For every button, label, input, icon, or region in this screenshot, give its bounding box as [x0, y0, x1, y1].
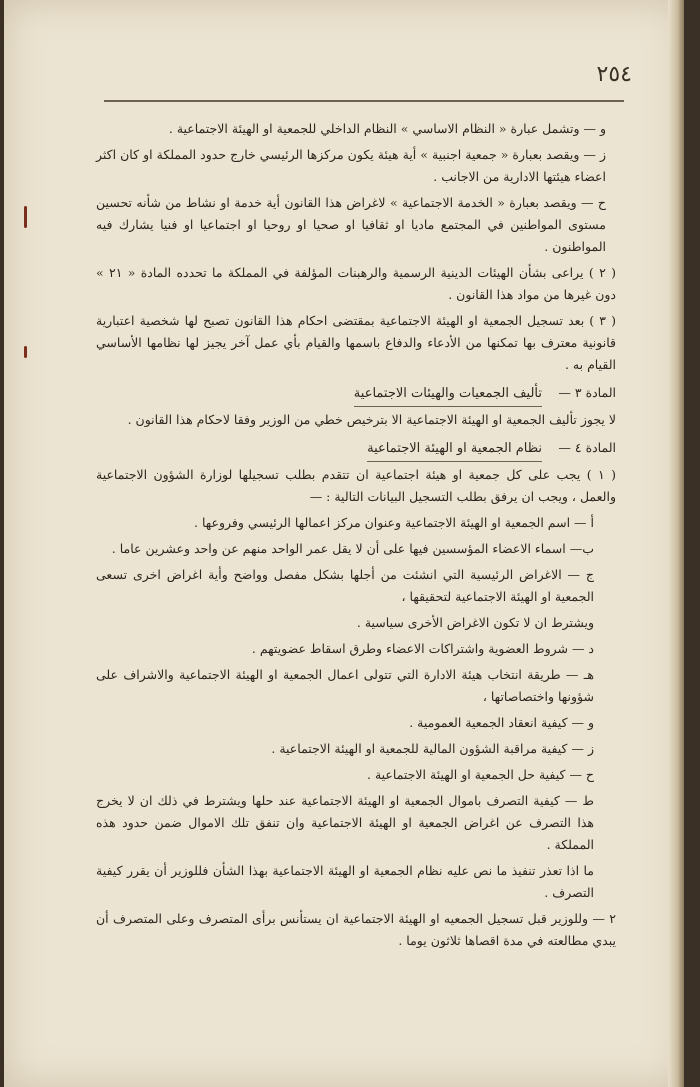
margin-mark-bottom — [24, 346, 27, 358]
clause-waw: و — وتشمل عبارة « النظام الاساسي » النظام الداخلي للجمعية او الهيئة الاجتماعية . — [168, 121, 606, 136]
margin-mark-top — [24, 206, 27, 228]
clause-ba: ب— اسماء الاعضاء المؤسسين فيها على أن لا يقل عمر الواحد منهم عن واحد وعشرين عاما . — [111, 541, 594, 556]
clause-zay2: ز — كيفية مراقبة الشؤون المالية للجمعية او الهيئة الاجتماعية . — [271, 741, 594, 756]
article-4-number: المادة ٤ — — [558, 440, 616, 455]
clause-zay: ز — ويقصد بعبارة « جمعية اجنبية » أية هيئة يكون مركزها الرئيسي خارج حدود المملكة او كان اكثر اعضاء هيئتها الادارية من الاجانب . — [96, 147, 606, 184]
clause-ha3: ح — كيفية حل الجمعية او الهيئة الاجتماعية . — [367, 767, 594, 782]
clause-waw2: و — كيفية انعقاد الجمعية العمومية . — [409, 715, 594, 730]
article-3-heading — [26, 382, 616, 407]
clause-ha: ح — ويقصد بعبارة « الخدمة الاجتماعية » لاغراض هذا القانون أية خدمة او نشاط من شأنه تحسين مستوى المواطنين في المجتمع ماديا او ثقافيا او صحيا او روحيا او اجتماعيا او فنيا يشارك فيه المواطنون . — [96, 195, 606, 254]
article-3-title: تأليف الجمعيات والهيئات الاجتماعية — [354, 383, 542, 407]
header-rule — [104, 100, 624, 102]
article-4-title: نظام الجمعية او الهيئة الاجتماعية — [367, 438, 542, 462]
document-body — [96, 118, 616, 956]
clause-jim-condition: ويشترط ان لا تكون الاغراض الأخرى سياسية . — [356, 615, 594, 630]
article-3-text: لا يجوز تأليف الجمعية او الهيئة الاجتماعية الا بترخيص خطي من الوزير وفقا لاحكام هذا القانون . — [127, 412, 616, 427]
page-edge — [668, 0, 684, 1087]
clause-dal: د — شروط العضوية واشتراكات الاعضاء وطرق اسقاط عضويتهم . — [251, 641, 594, 656]
clause-ta: ط — كيفية التصرف باموال الجمعية او الهيئة الاجتماعية عند حلها ويشترط في ذلك ان لا يخرج هذا التصرف عن اغراض الجمعية او الهيئة الاجتماعية وان تنفق تلك الاموال ضمن حدود هذه المملكة . — [96, 793, 594, 852]
section-3: ( ٣ ) بعد تسجيل الجمعية او الهيئة الاجتماعية بمقتضى احكام هذا القانون تصبح لها شخصية اعتبارية قانونية معترف بها تمكنها من الأدعاء والدفاع باسمها والقيام بأي عمل آخر يجيز لها نظامها الأساسي القيام به . — [96, 313, 616, 372]
article-4-heading — [26, 437, 616, 462]
clause-jim: ج — الاغراض الرئيسية التي انشئت من أجلها بشكل مفصل وواضح وأية اغراض اخرى تسعى الجمعية او الهيئة الاجتماعية لتحقيقها ، — [96, 567, 594, 604]
section-2: ( ٢ ) يراعى بشأن الهيئات الدينية الرسمية والرهبنات المؤلفة في المملكة ما تحدده المادة « ٢١ » دون غيرها من مواد هذا القانون . — [96, 265, 617, 302]
article-4-section-2: ٢ — وللوزير قبل تسجيل الجمعيه او الهيئة الاجتماعية ان يستأنس برأى المتصرف وعلى المتصرف أن يبدي مطالعته في مدة اقصاها ثلاثون يوما . — [96, 911, 616, 948]
clause-alif: أ — اسم الجمعية او الهيئة الاجتماعية وعنوان مركز اعمالها الرئيسي وفروعها . — [194, 515, 594, 530]
document-page — [4, 0, 684, 1087]
clause-ha2: هـ — طريقة انتخاب هيئة الادارة التي تتولى اعمال الجمعية او الهيئة الاجتماعية والاشراف على شؤونها واختصاصاتها ، — [96, 667, 594, 704]
article-3-number: المادة ٣ — — [558, 385, 616, 400]
page-number: ٢٥٤ — [596, 62, 632, 87]
clause-ta-note: ما اذا تعذر تنفيذ ما نص عليه نظام الجمعية او الهيئة الاجتماعية بهذا الشأن فللوزير أن يقرر كيفية التصرف . — [96, 863, 594, 900]
article-4-section-1: ( ١ ) يجب على كل جمعية او هيئة اجتماعية ان تتقدم بطلب تسجيلها لوزارة الشؤون الاجتماعية والعمل ، ويجب ان يرفق بطلب التسجيل البيانات التالية : — — [96, 467, 616, 504]
